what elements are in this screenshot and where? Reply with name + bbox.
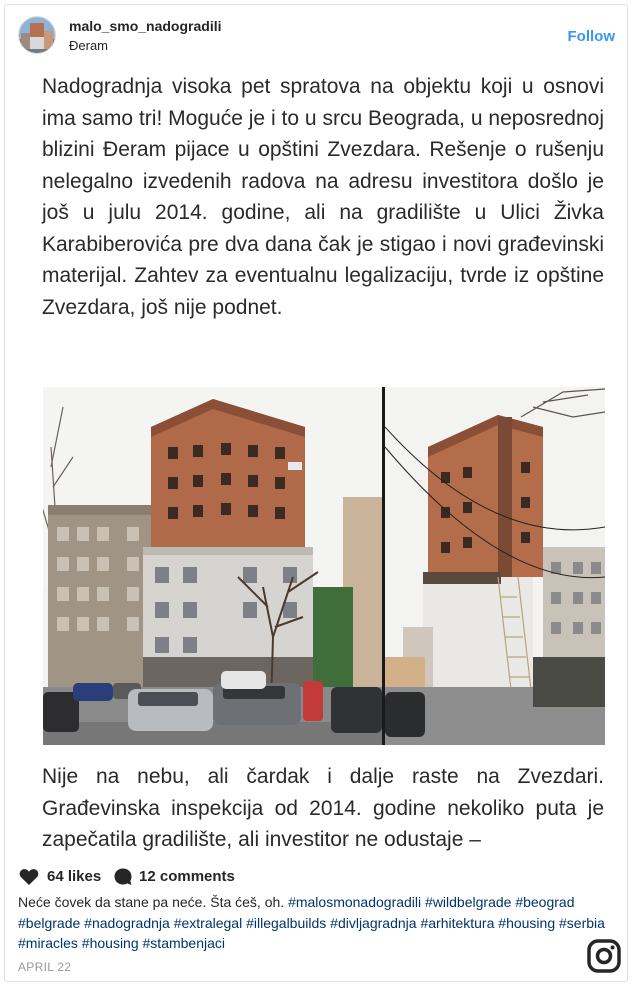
comment-icon[interactable]	[113, 867, 133, 891]
hashtag[interactable]: #miracles	[18, 935, 78, 951]
hashtag[interactable]: #housing	[498, 914, 556, 931]
hashtag[interactable]: #housing	[81, 935, 139, 951]
caption	[18, 892, 608, 954]
instagram-post-card	[4, 4, 628, 982]
comments-count[interactable]: 12 comments	[139, 868, 235, 885]
instagram-logo-icon[interactable]	[587, 939, 621, 973]
post-image-text-top: Nadogradnja visoka pet spratova na objektu koji u osnovi ima samo tri! Moguće je i to u srcu Beograda, u neposrednoj blizini Đeram pijace u opštini Zvezdara. Rešenje o rušenju nelegalno izvedenih radova na adresu investitora došlo je još u julu 2014. godine, ali na gradilište u Ulici Živka Karabiberovića pre dva dana čak je stigao i novi građevinski materijal. Zahtev za eventualnu legalizaciju, tvrde iz opštine Zvezdara, još nije podnet.	[42, 75, 604, 319]
hashtag[interactable]: #extralegal	[173, 914, 243, 931]
username[interactable]: malo_smo_nadogradili	[69, 18, 222, 34]
location-link[interactable]: Đeram	[69, 38, 109, 53]
post-date[interactable]: APRIL 22	[18, 960, 72, 974]
post-actions	[19, 865, 619, 889]
building-photos	[43, 387, 605, 745]
avatar[interactable]	[18, 16, 56, 54]
follow-button[interactable]: Follow	[567, 28, 615, 45]
hashtag[interactable]: #serbia	[559, 914, 605, 931]
post-header	[5, 5, 627, 61]
hashtag[interactable]: #beograd	[515, 894, 575, 910]
hashtag[interactable]: #illegalbuilds	[246, 914, 327, 931]
hashtag[interactable]: #belgrade	[18, 914, 81, 931]
hashtag[interactable]: #wildbelgrade	[425, 894, 512, 910]
post-image[interactable]	[6, 61, 626, 861]
hashtag[interactable]: #stambenjaci	[142, 935, 226, 951]
post-image-text-bottom: Nije na nebu, ali čardak i dalje raste na Zvezdari. Građevinska inspekcija od 2014. godine nekoliko puta je zapečatila gradilište, ali investitor ne odustaje –	[42, 765, 604, 851]
likes-count[interactable]: 64 likes	[47, 868, 102, 885]
hashtag[interactable]: #nadogradnja	[84, 914, 170, 931]
hashtag[interactable]: #malosmonadogradili	[288, 894, 422, 910]
hashtag[interactable]: #arhitektura	[420, 914, 495, 931]
heart-icon[interactable]	[19, 868, 39, 890]
caption-text: Neće čovek da stane pa neće. Šta ćeš, oh.	[18, 894, 285, 910]
hashtag[interactable]: #divljagradnja	[330, 914, 417, 931]
